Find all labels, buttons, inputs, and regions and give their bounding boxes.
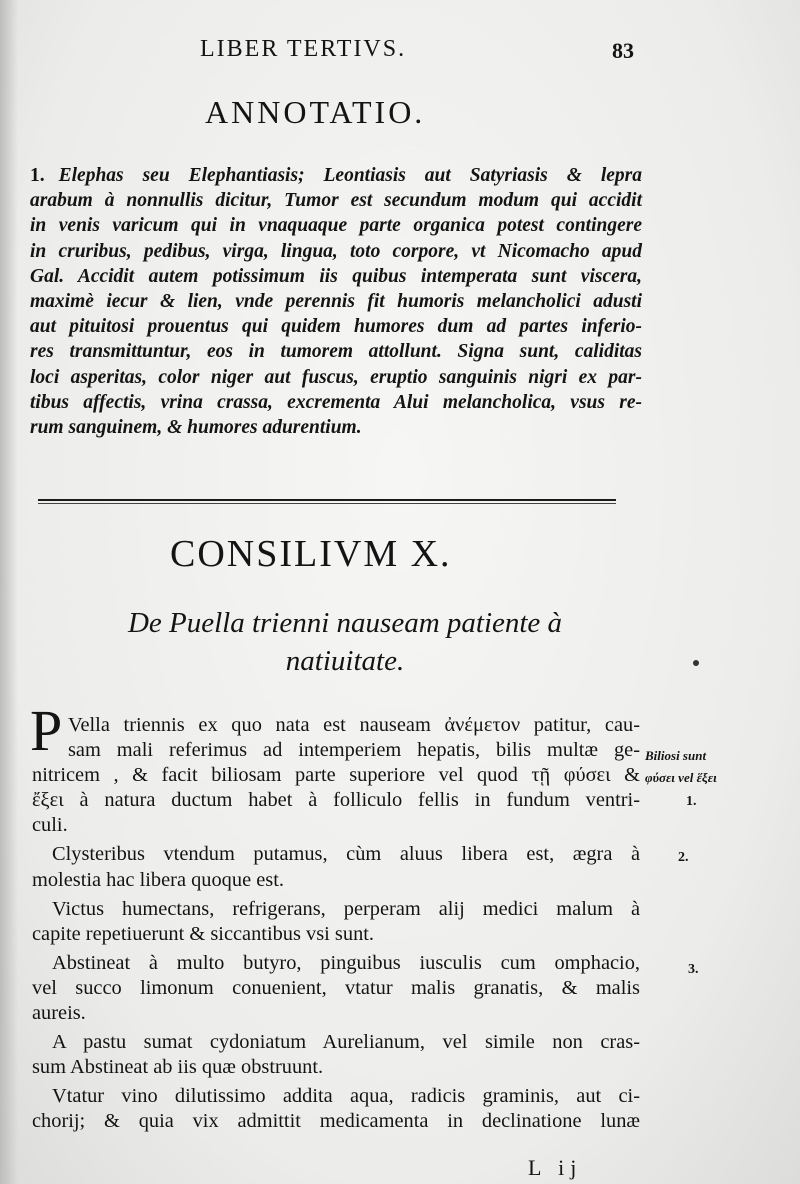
body-line: Victus humectans, refrigerans, perperam alij medici malum à: [52, 897, 640, 920]
annotatio-line: maximè iecur & lien, vnde perennis fit humoris melancholici adusti: [30, 291, 642, 313]
subtitle-line-2: natiuitate.: [285, 645, 405, 677]
margin-number: 1.: [686, 794, 697, 809]
annotatio-line: loci asperitas, color niger aut fuscus, eruptio sanguinis nigri ex par-: [30, 366, 642, 388]
running-head: LIBER TERTIVS.: [200, 36, 407, 62]
consilium-body: [32, 713, 640, 1135]
annotatio-line: rum sanguinem, & humores adurentium.: [30, 417, 362, 439]
body-line: A pastu sumat cydoniatum Aurelianum, vel simile non cras-: [52, 1031, 640, 1054]
consilium-title: CONSILIVM X.: [170, 533, 452, 575]
annotatio-line: in venis varicum qui in vnaquaque parte organica potest contingere: [30, 215, 642, 237]
page-gutter-shadow: [0, 0, 18, 1184]
ink-speck: [693, 660, 699, 666]
body-line: aureis.: [32, 1002, 86, 1025]
margin-note-line: Biliosi sunt: [645, 748, 707, 763]
annotatio-line: Gal. Accidit autem potissimum iis quibus intemperata sunt viscera,: [30, 265, 642, 287]
body-line: Vtatur vino dilutissimo addita aqua, radicis graminis, aut ci-: [52, 1085, 640, 1108]
annotatio-line: 1. Elephas seu Elephantiasis; Leontiasis aut Satyriasis & lepra: [30, 165, 642, 186]
margin-number: 3.: [688, 962, 699, 977]
drop-cap: P: [30, 698, 63, 763]
margin-note-line: φύσει vel ἕξει: [645, 770, 717, 785]
page-number: 83: [612, 38, 634, 63]
annotatio-line: tibus affectis, vrina crassa, excrementa Alui melancholica, vsus re-: [30, 391, 642, 413]
body-line: sam mali referimus ad intemperiem hepatis, bilis multæ ge-: [68, 739, 640, 762]
annotatio-line: aut pituitosi prouentus qui quidem humores dum ad partes inferio-: [30, 316, 642, 338]
body-line: chorij; & quia vix admittit medicamenta in declinatione lunæ: [32, 1110, 640, 1133]
body-line: vel succo limonum conuenient, vtatur malis granatis, & malis: [32, 976, 640, 999]
signature-mark: L ij: [528, 1155, 583, 1180]
body-line: nitricem , & facit biliosam parte superiore vel quod τῇ φύσει &: [32, 764, 640, 787]
subtitle-line-1: De Puella trienni nauseam patiente à: [127, 607, 563, 639]
annotatio-number: 1.: [30, 165, 45, 186]
consilium-subtitle: [75, 604, 615, 680]
body-line: culi.: [32, 814, 68, 837]
body-line: molestia hac libera quoque est.: [32, 868, 284, 891]
annotatio-line: arabum à nonnullis dicitur, Tumor est secundum modum qui accidit: [30, 190, 642, 212]
annotatio-line: in cruribus, pedibus, virga, lingua, toto corpore, vt Nicomacho apud: [30, 240, 642, 262]
body-line: capite repetiuerunt & siccantibus vsi sunt.: [32, 922, 375, 945]
body-line: sum Abstineat ab iis quæ obstruunt.: [32, 1056, 324, 1079]
margin-number: 2.: [678, 850, 689, 865]
body-line: Vella triennis ex quo nata est nauseam ἀνέμετον patitur, cau-: [68, 714, 640, 736]
section-divider-thin: [38, 503, 616, 504]
annotatio-title: ANNOTATIO.: [205, 94, 426, 130]
body-line: ἔξει à natura ductum habet à folliculo fellis in fundum ventri-: [32, 789, 640, 812]
annotatio-line: res transmittuntur, eos in tumorem attollunt. Signa sunt, caliditas: [30, 341, 642, 363]
annotatio-text: [30, 163, 642, 440]
body-line: Abstineat à multo butyro, pinguibus iusculis cum omphacio,: [52, 951, 640, 974]
margin-note: [645, 745, 717, 789]
body-line: Clysteribus vtendum putamus, cùm aluus libera est, ægra à: [52, 843, 640, 866]
section-divider: [38, 499, 616, 501]
